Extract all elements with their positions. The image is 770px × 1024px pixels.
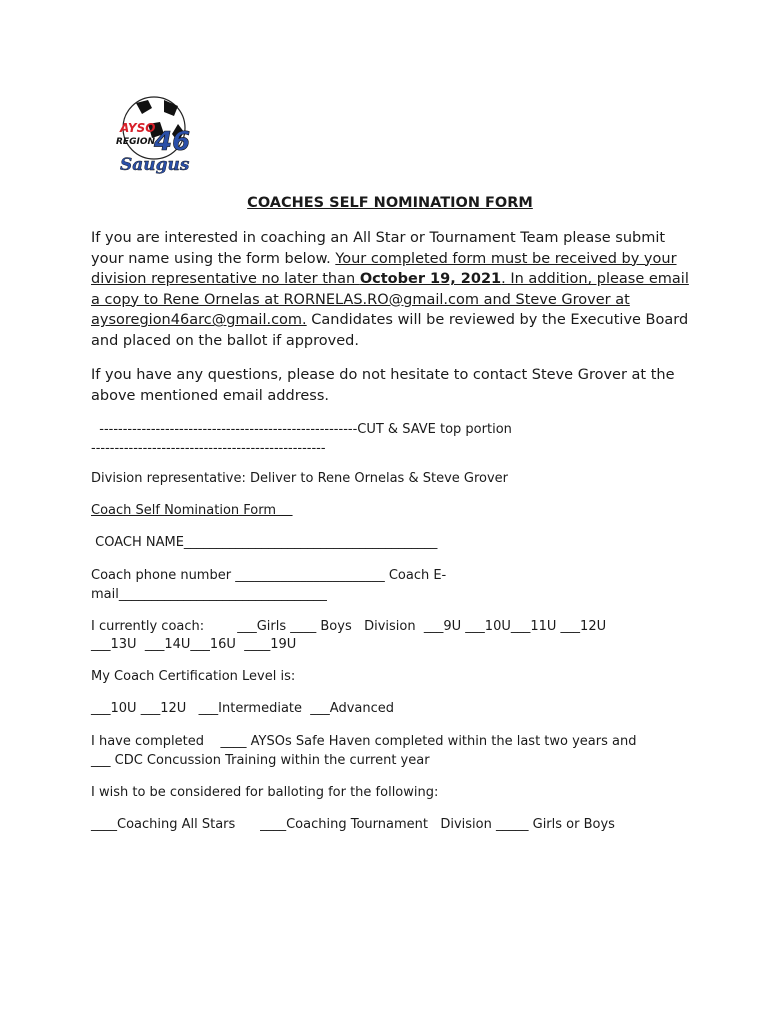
cut-line-2: -------------------------------------------------- bbox=[91, 441, 326, 456]
intro-text-end: Candidates will be reviewed by the Executive Board and placed on the ballot if approved. bbox=[91, 312, 689, 349]
cut-line bbox=[91, 420, 691, 458]
form-title-heading: COACHES SELF NOMINATION FORM bbox=[247, 195, 533, 211]
cert-level-label: My Coach Certification Level is: bbox=[91, 669, 296, 684]
ballot-label: I wish to be considered for balloting for the following: bbox=[91, 785, 439, 800]
division-rep-line: Division representative: Deliver to Rene Ornelas & Steve Grover bbox=[91, 471, 509, 486]
intro-deadline-part: Your completed form must be received by your division representative no later than bbox=[91, 250, 677, 288]
ayso-region-46-logo bbox=[108, 94, 200, 180]
intro-text-start: If you are interested in coaching an All Star or Tournament Team please submit your name using the form below. bbox=[91, 230, 666, 267]
training-completed-field bbox=[91, 732, 691, 770]
coach-form-title: Coach Self Nomination Form bbox=[91, 503, 293, 518]
logo-text-region: REGION bbox=[116, 137, 155, 147]
cert-level-options: ___10U ___12U ___Intermediate ___Advanced bbox=[91, 701, 394, 716]
cut-line-1: -------------------------------------------------------CUT & SAVE top portion bbox=[91, 422, 512, 437]
training-line-1: I have completed ____ AYSOs Safe Haven completed within the last two years and bbox=[91, 734, 637, 749]
deadline-date: October 19, 2021 bbox=[359, 271, 502, 288]
coach-name-field: COACH NAME_______________________________________ bbox=[91, 535, 438, 550]
logo-text-ayso: AYSO bbox=[120, 121, 156, 135]
logo-text-number: 46 bbox=[154, 127, 191, 157]
intro-email-instructions: . In addition, please email a copy to Rene Ornelas at RORNELAS.RO@gmail.com and Steve Grover at aysoregion46arc@gmail.com. bbox=[91, 271, 689, 329]
currently-coach-field bbox=[91, 618, 691, 654]
intro-paragraph bbox=[91, 228, 691, 352]
currently-coach-line-1: I currently coach: ___Girls ____ Boys Division ___9U ___10U___11U ___12U bbox=[91, 619, 607, 634]
contact-paragraph: If you have any questions, please do not hesitate to contact Steve Grover at the above mentioned email address. bbox=[91, 367, 675, 404]
ballot-options: ____Coaching All Stars ____Coaching Tournament Division _____ Girls or Boys bbox=[91, 817, 615, 832]
logo-text-saugus: Saugus bbox=[120, 155, 190, 175]
currently-coach-line-2: ___13U ___14U___16U ____19U bbox=[91, 637, 297, 652]
training-line-2: ___ CDC Concussion Training within the current year bbox=[91, 753, 430, 768]
phone-email-field: Coach phone number _______________________ Coach E-mail________________________________ bbox=[91, 568, 447, 602]
